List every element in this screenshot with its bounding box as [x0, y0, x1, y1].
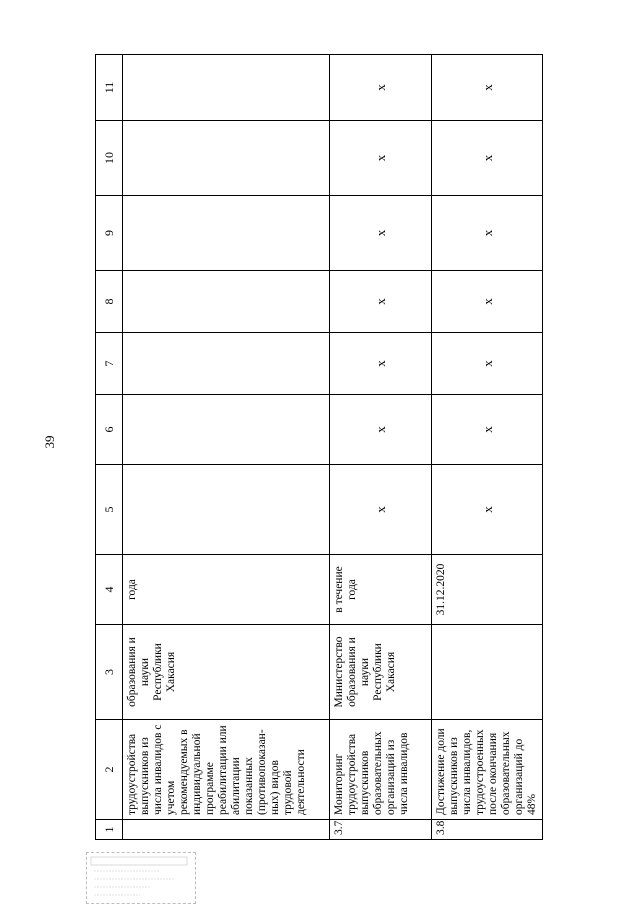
- row-number: 3.7: [330, 820, 432, 840]
- header-cell: 10: [96, 121, 123, 196]
- header-cell: 9: [96, 196, 123, 271]
- value-cell: [123, 465, 330, 555]
- header-row: [96, 55, 123, 840]
- measure-cell: Достижение доли выпускников из числа инвалидов, трудоустроенных после окончания образовательных организаций до 48%: [432, 720, 543, 820]
- value-cell: [123, 333, 330, 395]
- header-cell: 1: [96, 820, 123, 840]
- value-cell: х: [330, 121, 432, 196]
- term-cell: 31.12.2020: [432, 555, 543, 625]
- stamp-graphic: [90, 855, 190, 899]
- value-cell: х: [330, 333, 432, 395]
- row-number: [123, 820, 330, 840]
- value-cell: х: [432, 196, 543, 271]
- header-cell: 6: [96, 395, 123, 465]
- term-cell: в течение года: [330, 555, 432, 625]
- measures-table-grid: [95, 54, 543, 840]
- value-cell: х: [330, 271, 432, 333]
- value-cell: [123, 271, 330, 333]
- header-cell: 3: [96, 625, 123, 720]
- value-cell: х: [330, 395, 432, 465]
- executor-cell: [432, 625, 543, 720]
- header-cell: 4: [96, 555, 123, 625]
- value-cell: х: [432, 395, 543, 465]
- header-cell: 7: [96, 333, 123, 395]
- value-cell: х: [432, 55, 543, 121]
- page-number: 39: [42, 435, 57, 449]
- header-cell: 5: [96, 465, 123, 555]
- value-cell: х: [432, 121, 543, 196]
- executor-cell: Министерство образования и науки Республики Хакасия: [330, 625, 432, 720]
- header-cell: 8: [96, 271, 123, 333]
- row-number: 3.8: [432, 820, 543, 840]
- value-cell: х: [432, 333, 543, 395]
- measures-table: [95, 55, 538, 840]
- value-cell: х: [432, 271, 543, 333]
- header-cell: 2: [96, 720, 123, 820]
- header-cell: 11: [96, 55, 123, 121]
- value-cell: х: [330, 55, 432, 121]
- value-cell: [123, 395, 330, 465]
- value-cell: х: [330, 465, 432, 555]
- value-cell: [123, 55, 330, 121]
- executor-cell: образования и науки Республики Хакасия: [123, 625, 330, 720]
- term-cell: года: [123, 555, 330, 625]
- value-cell: х: [330, 196, 432, 271]
- registration-stamp: [86, 852, 196, 904]
- value-cell: х: [432, 465, 543, 555]
- table-row: [123, 55, 330, 840]
- measure-cell: трудоустройства выпускников из числа инвалидов с учетом рекомендуемых в индивидуальной программе реабилитации или абилитации показанных (противопоказан-ных) видов трудовой деятельности: [123, 720, 330, 820]
- table-row: [432, 55, 543, 840]
- table-row: [330, 55, 432, 840]
- value-cell: [123, 121, 330, 196]
- value-cell: [123, 196, 330, 271]
- measure-cell: Мониторинг трудоустройства выпускников образовательных организаций из числа инвалидов: [330, 720, 432, 820]
